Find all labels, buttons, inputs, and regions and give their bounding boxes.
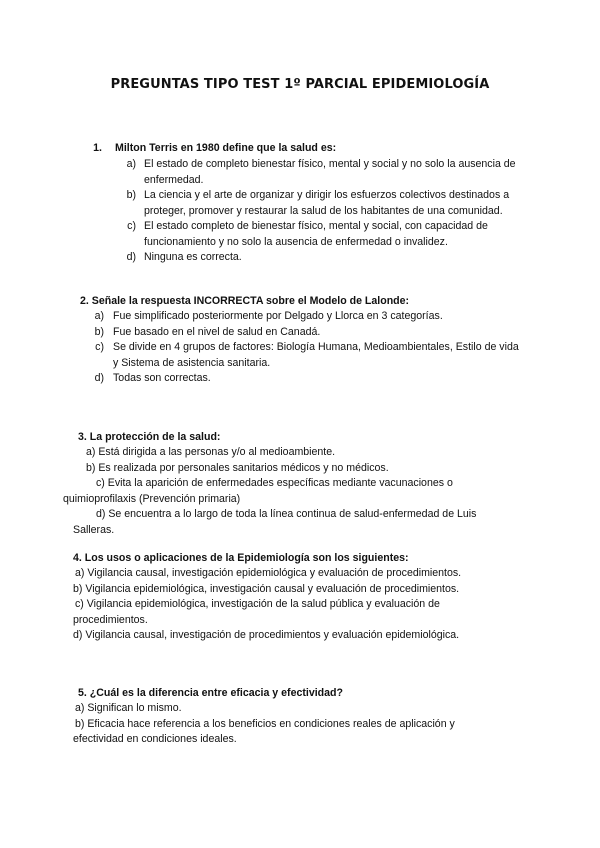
question-3-options <box>63 445 546 538</box>
question-1-text: Milton Terris en 1980 define que la salud es: <box>115 142 337 154</box>
question-5-text: 5. ¿Cuál es la diferencia entre eficacia y efectividad? <box>78 687 343 699</box>
option-4b: b) Vigilancia epidemiológica, investigación causal y evaluación de procedimientos. <box>73 582 460 595</box>
option-5b: b) Eficacia hace referencia a los beneficios en condiciones reales de aplicación y <box>75 717 455 730</box>
option-1b: b) La ciencia y el arte de organizar y dirigir los esfuerzos colectivos destinados a proteger, promover y restaurar la salud de los habitantes de una comunidad. <box>126 189 510 217</box>
question-4-options <box>73 566 543 644</box>
option-3c: c) Evita la aparición de enfermedades específicas mediante vacunaciones o <box>96 477 453 489</box>
question-3-text: 3. La protección de la salud: <box>78 431 221 443</box>
option-1d: d) Ninguna es correcta. <box>126 251 242 263</box>
page-title: PREGUNTAS TIPO TEST 1º PARCIAL EPIDEMIOLOGÍA <box>110 77 490 92</box>
question-4-text: 4. Los usos o aplicaciones de la Epidemiología son los siguientes: <box>73 552 409 564</box>
option-3a: a) Está dirigida a las personas y/o al medioambiente. <box>86 446 336 458</box>
question-1-options <box>118 157 530 266</box>
option-3b: b) Es realizada por personales sanitarios médicos y no médicos. <box>86 461 389 474</box>
question-2-options <box>86 309 522 387</box>
option-3d-cont: Salleras. <box>73 523 115 536</box>
option-4c-cont: procedimientos. <box>73 613 148 626</box>
option-2a: a) Fue simplificado posteriormente por Delgado y Llorca en 3 categorías. <box>94 310 443 322</box>
option-4d: d) Vigilancia causal, investigación de procedimientos y evaluación epidemiológica. <box>73 629 460 641</box>
option-2b: b) Fue basado en el nivel de salud en Canadá. <box>94 325 321 338</box>
question-1-number: 1. <box>93 142 102 154</box>
question-1 <box>92 141 532 157</box>
option-3c-cont: quimioprofilaxis (Prevención primaria) <box>63 492 241 505</box>
option-5b-cont: efectividad en condiciones ideales. <box>73 733 237 745</box>
question-2-text: 2. Señale la respuesta INCORRECTA sobre el Modelo de Lalonde: <box>80 295 410 307</box>
option-5a: a) Significan lo mismo. <box>75 702 182 714</box>
option-3d: d) Se encuentra a lo largo de toda la línea continua de salud-enfermedad de Luis <box>96 508 477 520</box>
option-4a: a) Vigilancia causal, investigación epidemiológica y evaluación de procedimientos. <box>75 567 462 579</box>
option-1a: a) El estado de completo bienestar físico, mental y social y no solo la ausencia de enfermedad. <box>126 158 516 186</box>
option-2c: c) Se divide en 4 grupos de factores: Biología Humana, Medioambientales, Estilo de vida y Sistema de asistencia sanitaria. <box>95 341 519 369</box>
option-4c: c) Vigilancia epidemiológica, investigación de la salud pública y evaluación de <box>75 598 440 610</box>
option-1c: c) El estado completo de bienestar físico, mental y social, con capacidad de funcionamiento y no solo la ausencia de enfermedad o invalidez. <box>127 220 488 248</box>
question-5-options <box>73 701 543 748</box>
option-2d: d) Todas son correctas. <box>94 372 211 384</box>
